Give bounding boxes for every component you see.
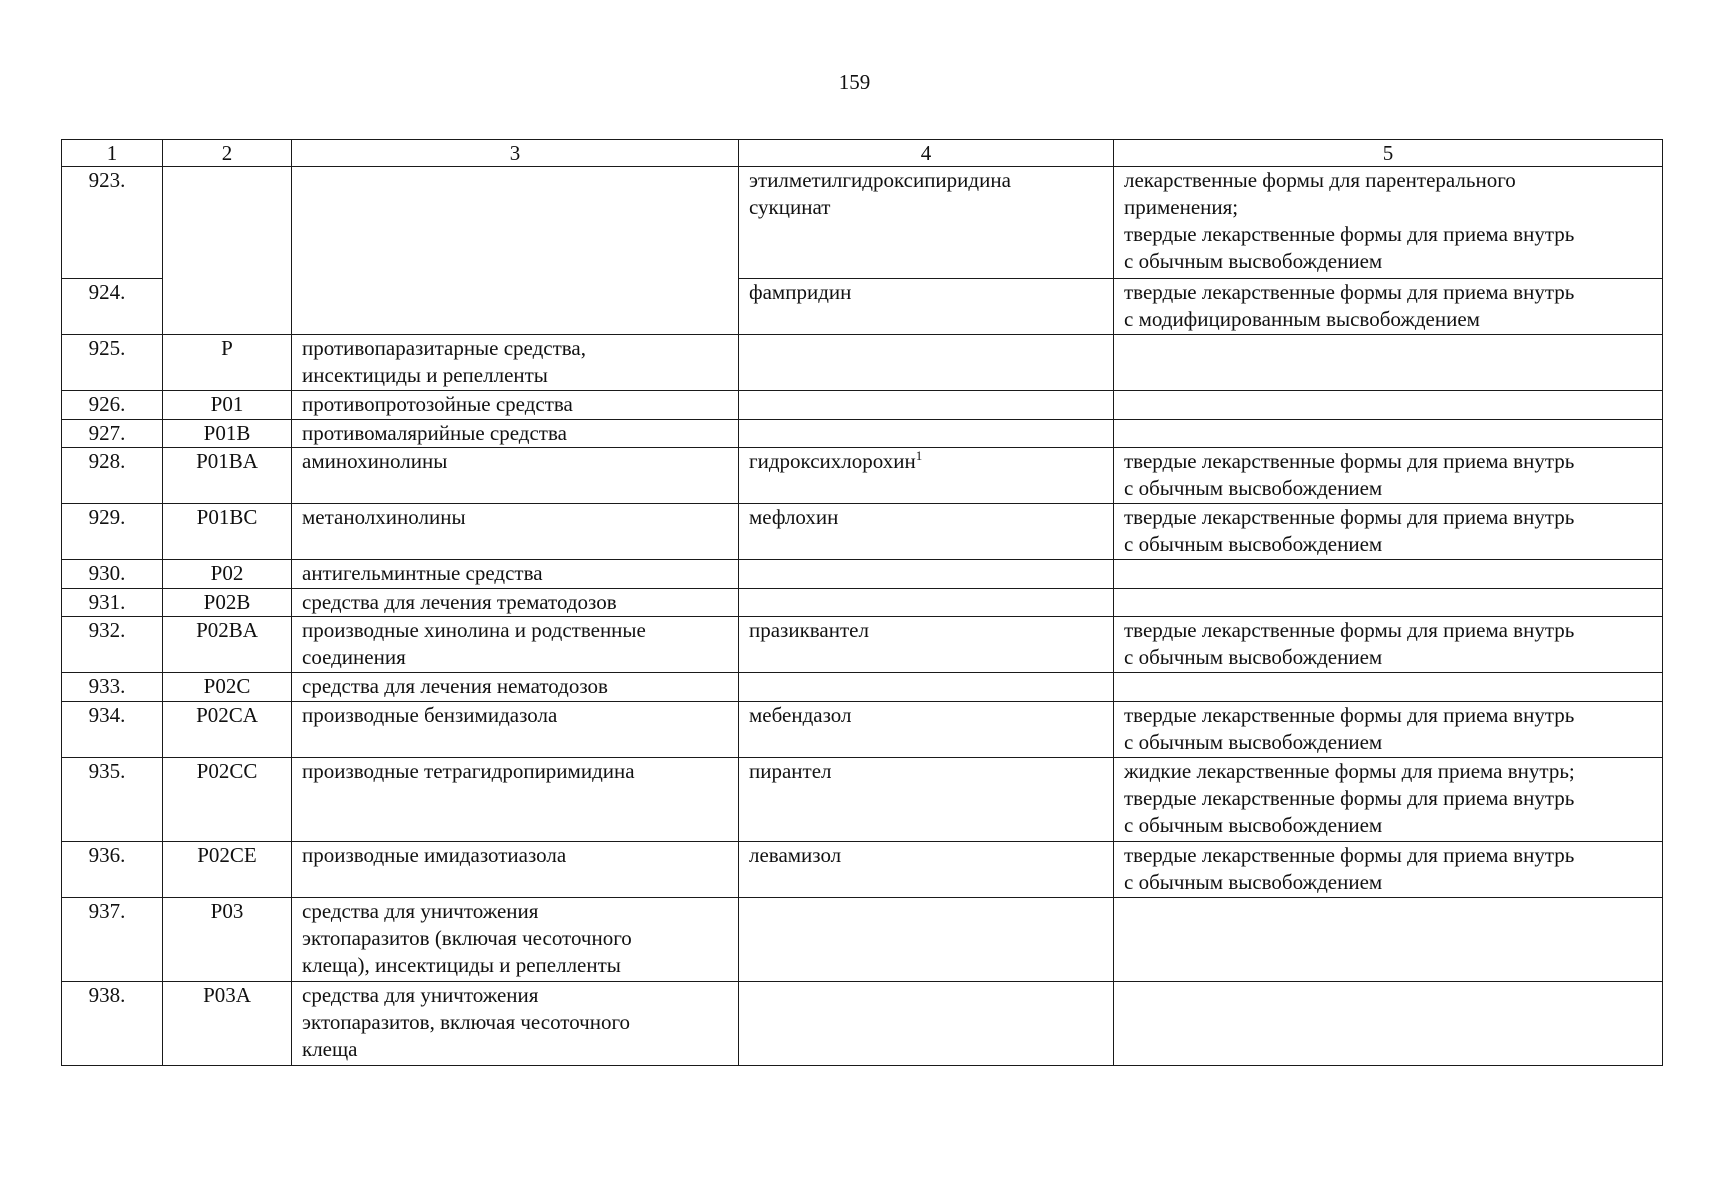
drug-group [292,617,739,673]
drug-name [739,673,1114,702]
dosage-forms [1114,982,1663,1066]
dosage-form-line: твердые лекарственные формы для приема внутрь [1124,222,1575,246]
drug-group [292,589,739,617]
drug-name-text: пирантел [749,759,832,783]
drug-group-line: аминохинолины [302,449,448,473]
row-number: 933. [62,673,163,702]
drug-group-line: средства для уничтожения [302,983,539,1007]
drug-group [292,982,739,1066]
dosage-form-line: с обычным высвобождением [1124,813,1383,837]
atc-code: P02CE [163,842,292,898]
dosage-forms [1114,758,1663,842]
dosage-forms [1114,391,1663,420]
drug-group [292,391,739,420]
drug-group-line: инсектициды и репелленты [302,363,548,387]
drug-group-line: эктопаразитов (включая чесоточного [302,926,632,950]
dosage-forms [1114,167,1663,279]
atc-code: P01B [163,420,292,448]
drug-name [739,842,1114,898]
dosage-forms [1114,673,1663,702]
dosage-forms [1114,702,1663,758]
dosage-form-line: твердые лекарственные формы для приема внутрь [1124,280,1575,304]
drug-name-text: гидроксихлорохин [749,449,916,473]
dosage-form-line: твердые лекарственные формы для приема внутрь [1124,449,1575,473]
drug-name [739,982,1114,1066]
drug-group-line: противопаразитарные средства, [302,336,586,360]
drug-group [292,842,739,898]
atc-code: P02C [163,673,292,702]
drug-group-line: клеща [302,1037,358,1061]
dosage-form-line: твердые лекарственные формы для приема внутрь [1124,505,1575,529]
drug-group [292,448,739,504]
drug-name-text: левамизол [749,843,842,867]
atc-code: P02BA [163,617,292,673]
drug-group [292,420,739,448]
dosage-form-line: с обычным высвобождением [1124,249,1383,273]
atc-code: P02CC [163,758,292,842]
atc-code: P02 [163,560,292,589]
drug-name-text: мебендазол [749,703,852,727]
table-row [62,420,1663,448]
drug-name [739,758,1114,842]
table-row [62,391,1663,420]
drug-name [739,589,1114,617]
drug-name-text: этилметилгидроксипиридина [749,168,1011,192]
dosage-forms [1114,589,1663,617]
drug-group [292,673,739,702]
page-number: 159 [838,70,871,94]
drug-group-line: противопротозойные средства [302,392,573,416]
header-col-1: 1 [62,140,163,167]
drug-group [292,167,739,335]
header-col-2: 2 [163,140,292,167]
header-row [62,140,1663,167]
table-row [62,504,1663,560]
row-number: 928. [62,448,163,504]
drug-table [61,139,1663,1066]
table-row [62,448,1663,504]
drug-name-text: празиквантел [749,618,869,642]
row-number: 937. [62,898,163,982]
drug-name [739,702,1114,758]
header-col-5: 5 [1114,140,1663,167]
row-number: 931. [62,589,163,617]
drug-name [739,391,1114,420]
table-row [62,982,1663,1066]
drug-name [739,504,1114,560]
atc-code: P [163,335,292,391]
dosage-form-line: с обычным высвобождением [1124,870,1383,894]
drug-group-line: эктопаразитов, включая чесоточного [302,1010,631,1034]
drug-group [292,504,739,560]
dosage-forms [1114,279,1663,335]
drug-name [739,335,1114,391]
drug-group-line: производные имидазотиазола [302,843,567,867]
row-number: 938. [62,982,163,1066]
drug-name-line [749,448,1103,475]
drug-group-line: соединения [302,645,406,669]
drug-group-line: средства для уничтожения [302,899,539,923]
row-number: 926. [62,391,163,420]
atc-code: P02B [163,589,292,617]
dosage-form-line: жидкие лекарственные формы для приема внутрь; [1124,759,1575,783]
row-number: 929. [62,504,163,560]
drug-group-line: клеща), инсектициды и репелленты [302,953,621,977]
row-number: 934. [62,702,163,758]
drug-name-line [749,702,1103,729]
row-number: 935. [62,758,163,842]
drug-group-line: метанолхинолины [302,505,466,529]
row-number: 924. [62,279,163,335]
drug-name-text: фампридин [749,280,852,304]
drug-group-line: средства для лечения нематодозов [302,674,608,698]
atc-code [163,167,292,335]
table-row [62,167,1663,279]
table-row [62,758,1663,842]
row-number: 932. [62,617,163,673]
dosage-forms [1114,898,1663,982]
drug-group [292,702,739,758]
atc-code: P03A [163,982,292,1066]
table-row [62,673,1663,702]
table-row [62,589,1663,617]
dosage-forms [1114,504,1663,560]
row-number: 927. [62,420,163,448]
drug-name [739,448,1114,504]
table-row [62,560,1663,589]
drug-name-line [749,279,1103,306]
dosage-form-line: лекарственные формы для парентерального [1124,168,1516,192]
drug-group-line: противомалярийные средства [302,421,567,445]
table-body [62,167,1663,1066]
row-number: 925. [62,335,163,391]
drug-name [739,617,1114,673]
drug-group-line: производные тетрагидропиримидина [302,759,635,783]
table-row [62,617,1663,673]
drug-group [292,898,739,982]
dosage-form-line: твердые лекарственные формы для приема внутрь [1124,843,1575,867]
dosage-form-line: с обычным высвобождением [1124,645,1383,669]
table-row [62,898,1663,982]
dosage-form-line: твердые лекарственные формы для приема внутрь [1124,786,1575,810]
dosage-forms [1114,448,1663,504]
drug-name-line [749,758,1103,785]
atc-code: P01BC [163,504,292,560]
row-number: 923. [62,167,163,279]
atc-code: P01BA [163,448,292,504]
atc-code: P01 [163,391,292,420]
row-number: 936. [62,842,163,898]
drug-name-line [749,842,1103,869]
dosage-forms [1114,560,1663,589]
drug-name [739,560,1114,589]
drug-name-text: сукцинат [749,195,831,219]
drug-name [739,167,1114,279]
row-number: 930. [62,560,163,589]
drug-name-line [749,194,1103,221]
dosage-form-line: с модифицированным высвобождением [1124,307,1480,331]
drug-group-line: средства для лечения трематодозов [302,590,617,614]
drug-name-text: мефлохин [749,505,839,529]
drug-name [739,898,1114,982]
drug-group [292,560,739,589]
drug-group-line: антигельминтные средства [302,561,543,585]
drug-name-line [749,167,1103,194]
dosage-forms [1114,335,1663,391]
footnote-marker: 1 [915,448,923,463]
table-row [62,702,1663,758]
dosage-form-line: с обычным высвобождением [1124,730,1383,754]
atc-code: P03 [163,898,292,982]
dosage-forms [1114,420,1663,448]
table-row [62,335,1663,391]
dosage-form-line: с обычным высвобождением [1124,476,1383,500]
dosage-form-line: твердые лекарственные формы для приема внутрь [1124,703,1575,727]
drug-group-line: производные бензимидазола [302,703,558,727]
header-col-4: 4 [739,140,1114,167]
dosage-forms [1114,842,1663,898]
dosage-form-line: твердые лекарственные формы для приема внутрь [1124,618,1575,642]
header-col-3: 3 [292,140,739,167]
drug-name [739,279,1114,335]
drug-name [739,420,1114,448]
drug-name-line [749,504,1103,531]
drug-name-line [749,617,1103,644]
table-row [62,842,1663,898]
dosage-form-line: с обычным высвобождением [1124,532,1383,556]
drug-group-line: производные хинолина и родственные [302,618,646,642]
drug-group [292,335,739,391]
dosage-form-line: применения; [1124,195,1239,219]
drug-group [292,758,739,842]
dosage-forms [1114,617,1663,673]
atc-code: P02CA [163,702,292,758]
